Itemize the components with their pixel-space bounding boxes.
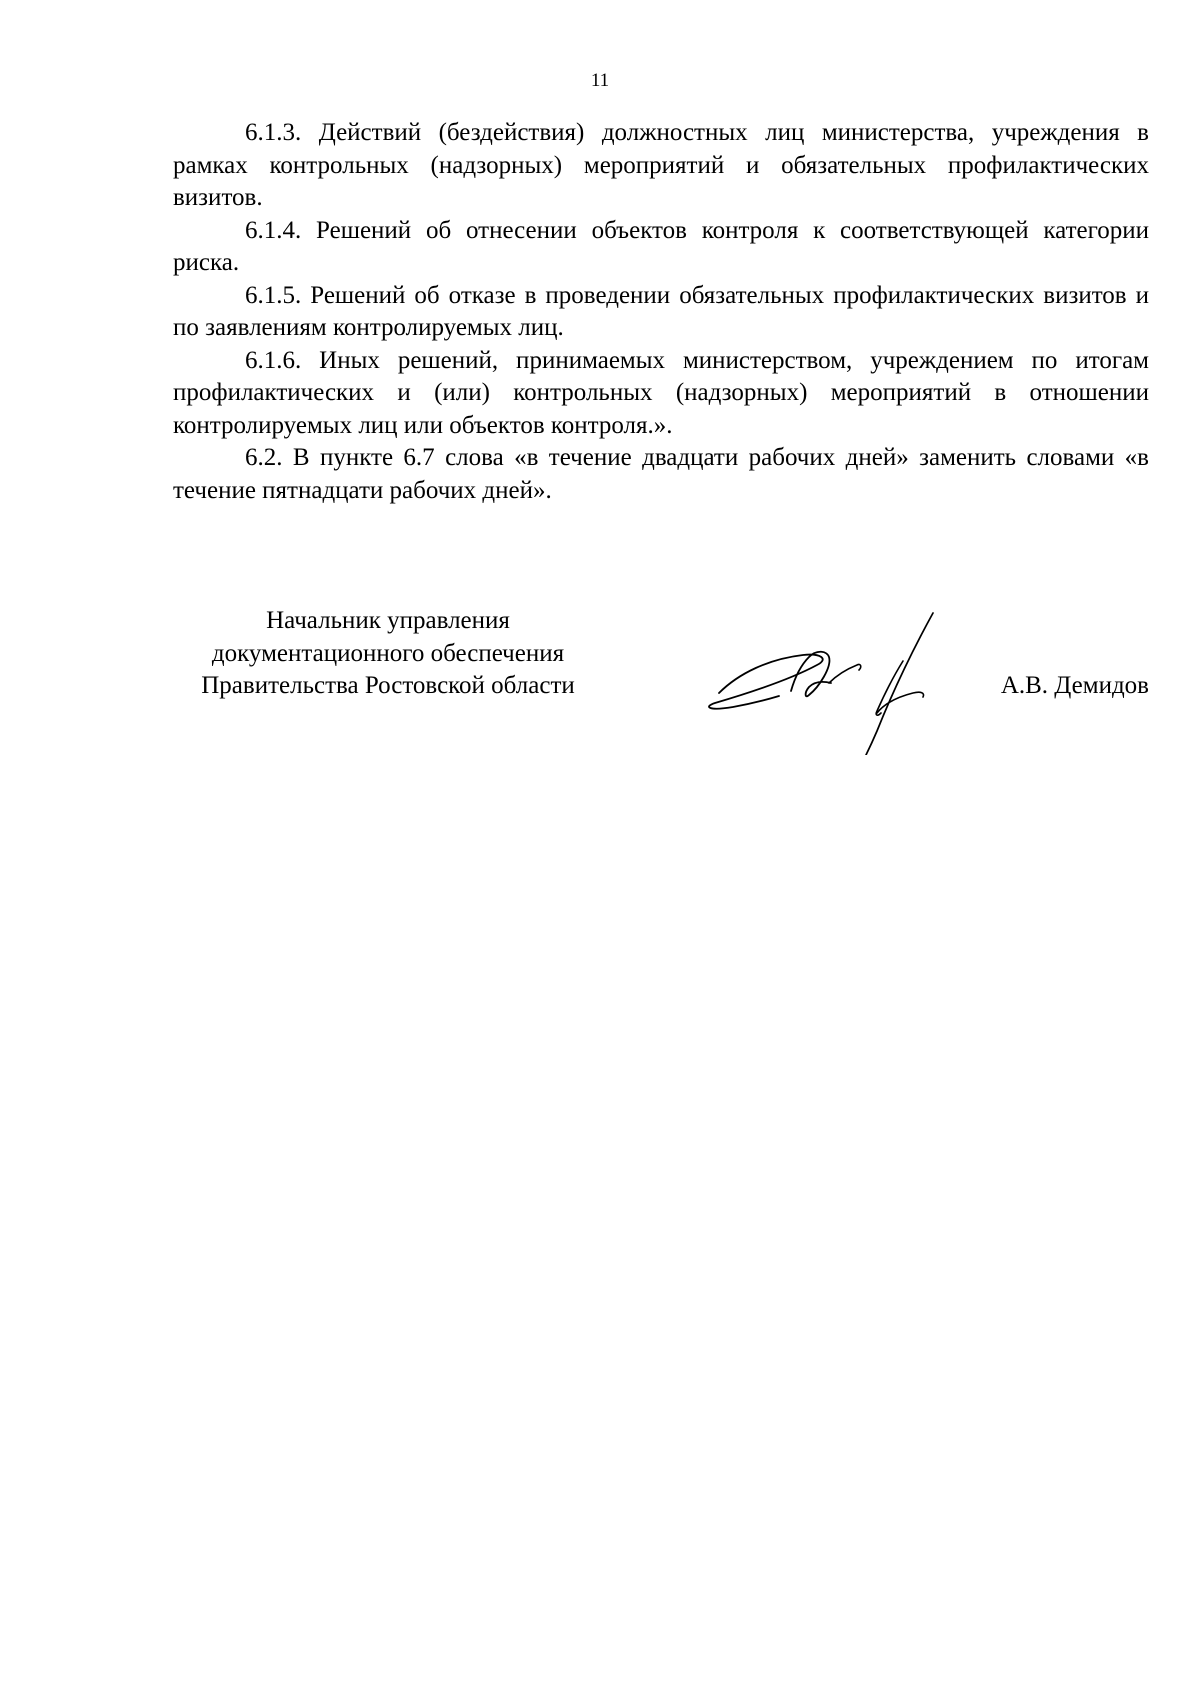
handwritten-signature-icon: [641, 595, 941, 755]
page-number: 11: [590, 70, 610, 91]
signer-name: А.В. Демидов: [1000, 672, 1149, 699]
signer-position-line: Начальник управления: [266, 607, 510, 634]
signer-position-line: документационного обеспечения: [211, 639, 565, 667]
paragraph-6-1-6: 6.1.6. Иных решений, принимаемых министерством, учреждением по итогам профилактических и (или) контрольных (надзорных) мероприятий в отношении контролируемых лиц или объектов контроля.».: [173, 346, 1149, 439]
paragraph-6-2: 6.2. В пункте 6.7 слова «в течение двадцати рабочих дней» заменить словами «в течение пятнадцати рабочих дней».: [173, 444, 1149, 504]
signer-position: [173, 605, 603, 703]
paragraph-6-1-3: 6.1.3. Действий (бездействия) должностных лиц министерства, учреждения в рамках контрольных (надзорных) мероприятий и обязательных профилактических визитов.: [173, 119, 1149, 211]
signature-block: [173, 605, 1149, 765]
paragraph-6-1-5: 6.1.5. Решений об отказе в проведении обязательных профилактических визитов и по заявлениям контролируемых лиц.: [173, 281, 1149, 341]
document-body: [173, 117, 1149, 507]
paragraph-6-1-4: 6.1.4. Решений об отнесении объектов контроля к соответствующей категории риска.: [173, 216, 1149, 276]
signer-position-line: Правительства Ростовской области: [201, 672, 575, 699]
